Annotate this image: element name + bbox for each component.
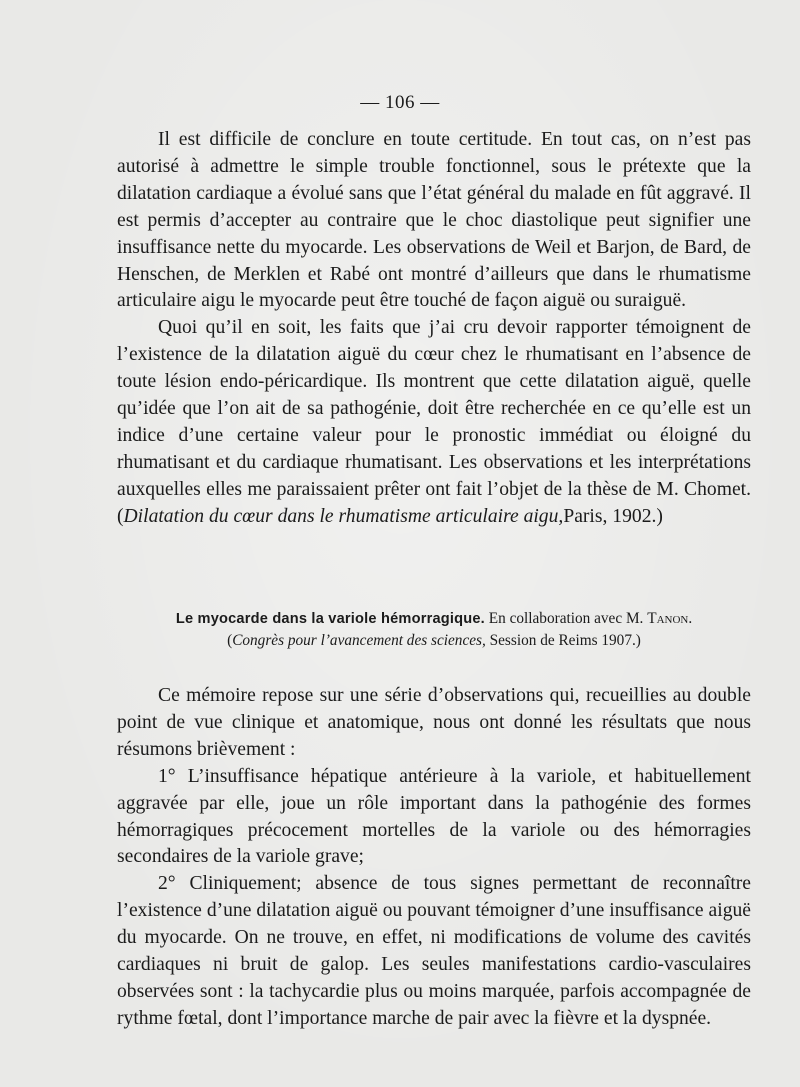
section-dilatation	[117, 127, 751, 531]
paragraph-point-2: 2° Cliniquement; absence de tous signes permettant de reconnaître l’existence d’une dilatation aiguë ou pouvant témoigner d’une insuffisance aiguë du myocarde. On ne trouve, en effet, ni modifications de volume des cavités cardiaques ni bruit de galop. Les seules manifestations cardio-vasculaires observées sont : la tachycardie plus ou moins marquée, parfois accompagnée de rythme fœtal, dont l’importance marche de pair avec la fièvre et la dyspnée.	[117, 873, 751, 1029]
page-number: — 106 —	[360, 92, 440, 113]
source-session: Session de Reims 1907.)	[489, 632, 641, 649]
paragraph-memoire: Ce mémoire repose sur une série d’observations qui, recueillies au double point de vue clinique et anatomique, nous ont donné les résultats que nous résumons brièvement :	[117, 685, 751, 760]
collaboration-end: .	[688, 610, 693, 627]
paragraph-conclusion: Il est difficile de conclure en toute certitude. En tout cas, on n’est pas autorisé à admettre le simple trouble fonctionnel, sous le prétexte que la dilatation cardiaque a évolué sans que l’état général du malade en fût aggravé. Il est permis d’accepter au contraire que le choc diastolique peut signifier une insuffisance nette du myocarde. Les observations de Weil et Barjon, de Bard, de Henschen, de Merklen et Rabé ont montré d’ailleurs que dans le rhumatisme articulaire aigu le myocarde peut être touché de façon aiguë ou suraiguë.	[117, 129, 751, 312]
source-open: (	[227, 632, 233, 649]
paragraph-point-1: 1° L’insuffisance hépatique antérieure à la variole, et habituellement aggravée par elle, joue un rôle important dans la pathogénie des formes hémorragiques précocement mortelles de la variole ou des hémorragies secondaires de la variole grave;	[117, 765, 751, 868]
thesis-citation-end: Paris, 1902.)	[563, 505, 663, 527]
paragraph-faits	[117, 315, 751, 530]
article-title: Le myocarde dans la variole hémorragique.	[175, 611, 485, 627]
article-source	[117, 630, 751, 652]
thesis-title: Dilatation du cœur dans le rhumatisme articulaire aigu,	[123, 505, 564, 527]
collaboration-prefix: En collaboration avec M.	[488, 610, 644, 627]
article-heading	[117, 608, 751, 652]
source-congress: Congrès pour l’avancement des sciences,	[232, 632, 486, 649]
paragraph-faits-text: Quoi qu’il en soit, les faits que j’ai cru devoir rapporter témoignent de l’existence de la dilatation aiguë du cœur chez le rhumatisant en l’absence de toute lésion endo-péricardique. Ils montrent que cette dilatation aiguë, quelle qu’idée que l’on ait de sa pathogénie, doit être recherchée en ce qu’elle est un indice d’une certaine valeur pour le pronostic immédiat ou éloigné du rhumatisant et du cardiaque rhumatisant. Les observations et les interprétations auxquelles elles me paraissaient prêter ont fait l’objet de la thèse de M. Chomet. (	[117, 317, 751, 527]
section-variole	[117, 683, 751, 1033]
collaborator-name: Tanon	[647, 610, 689, 627]
